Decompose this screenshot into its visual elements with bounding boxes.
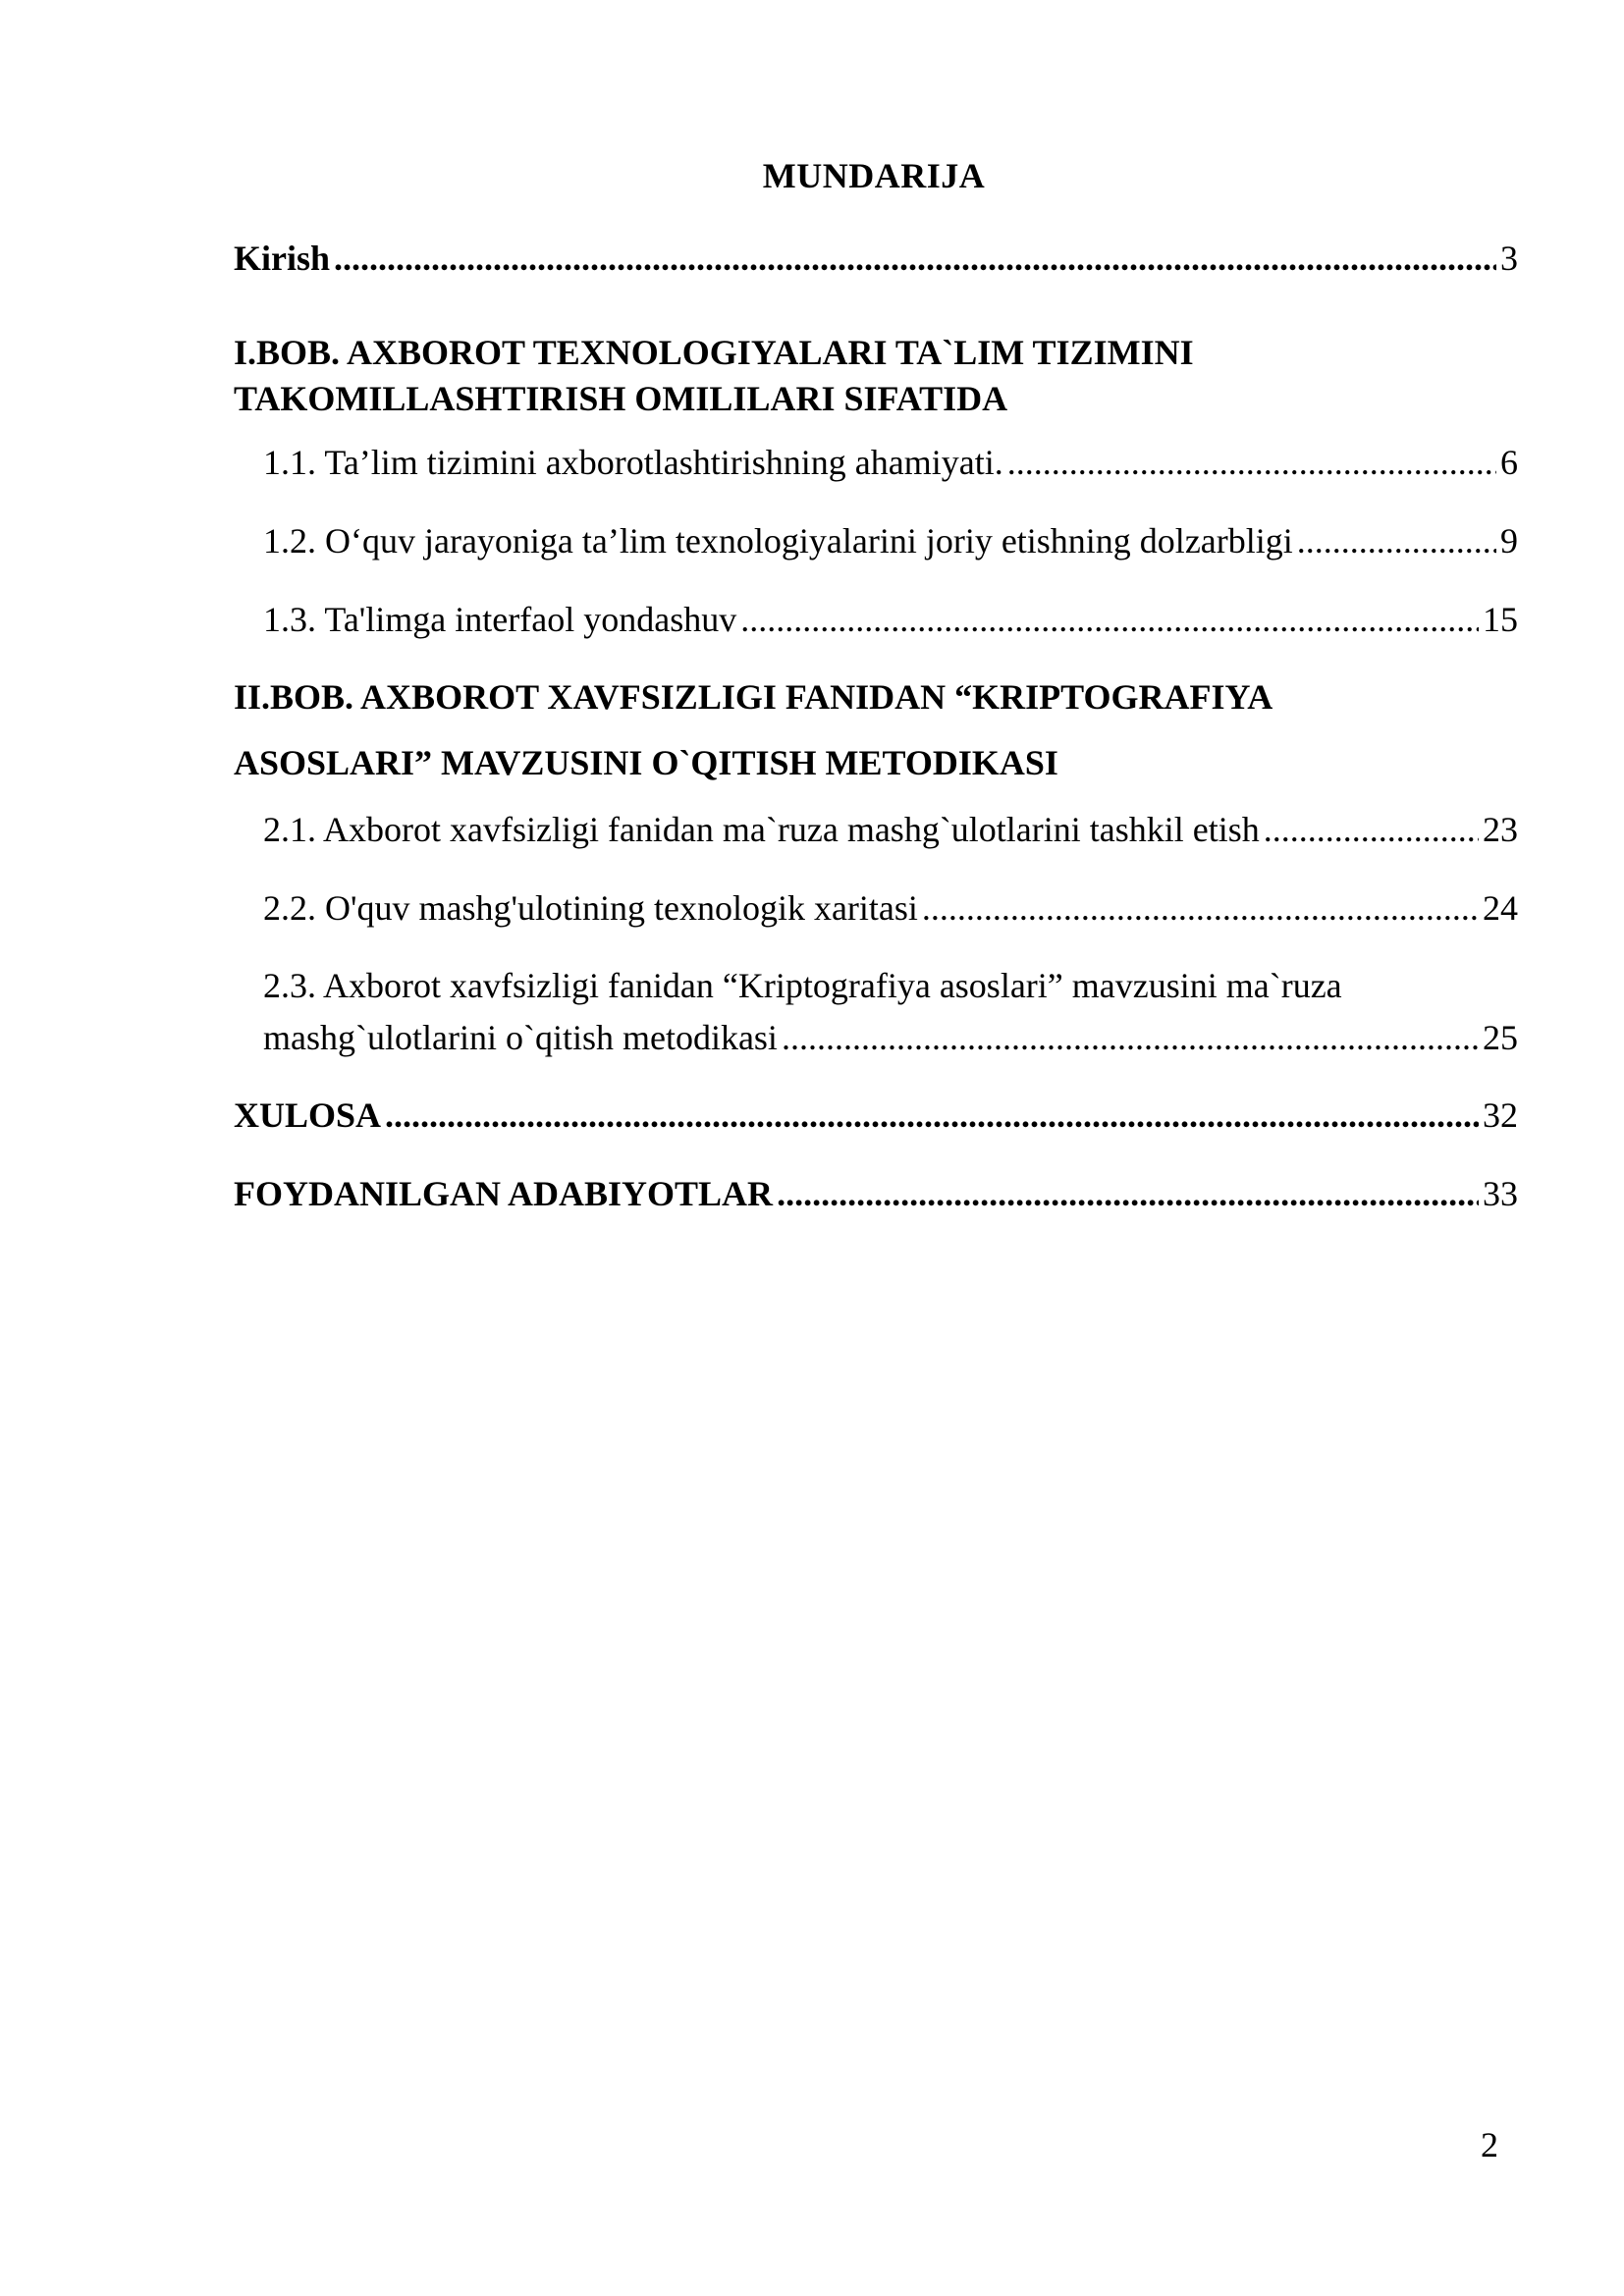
toc-page-number: 3 (1500, 239, 1518, 278)
toc-label: 1.2. O‘quv jarayoniga ta’lim texnologiyalarini joriy etishning dolzarbligi (263, 521, 1293, 561)
toc-entry-kirish[interactable] (234, 236, 1518, 281)
toc-label: 1.3. Ta'limga interfaol yondashuv (263, 600, 737, 639)
dot-leader (777, 1171, 1479, 1216)
dot-leader (1007, 440, 1496, 485)
toc-page-number: 24 (1483, 888, 1518, 928)
dot-leader (740, 597, 1479, 642)
toc-entry-adabiyotlar[interactable] (234, 1171, 1518, 1216)
toc-chapter-2-line-1[interactable]: II.BOB. AXBOROT XAVFSIZLIGI FANIDAN “KRIPTOGRAFIYA (234, 677, 1273, 717)
page-title: MUNDARIJA (762, 156, 986, 195)
toc-label: mashg`ulotlarini o`qitish metodikasi (263, 1018, 778, 1057)
toc-page-number: 33 (1483, 1174, 1518, 1213)
toc-page-number: 25 (1483, 1018, 1518, 1057)
toc-entry-2-3[interactable] (263, 1015, 1518, 1060)
toc-label: XULOSA (234, 1095, 382, 1135)
dot-leader (782, 1015, 1479, 1060)
dot-leader (1264, 807, 1479, 852)
toc-entry-1-3[interactable] (263, 597, 1518, 642)
toc-page-number: 32 (1483, 1095, 1518, 1135)
toc-page-number: 23 (1483, 810, 1518, 849)
toc-entry-1-2[interactable] (263, 518, 1518, 563)
toc-page-number: 15 (1483, 600, 1518, 639)
page-number: 2 (1481, 2125, 1498, 2164)
toc-chapter-1-line-2[interactable]: TAKOMILLASHTIRISH OMILILARI SIFATIDA (234, 379, 1008, 418)
toc-label: FOYDANILGAN ADABIYOTLAR (234, 1174, 774, 1213)
toc-label: 1.1. Ta’lim tizimini axborotlashtirishning ahamiyati. (263, 443, 1003, 482)
toc-entry-1-1[interactable] (263, 440, 1518, 485)
toc-label: 2.2. O'quv mashg'ulotining texnologik xaritasi (263, 888, 918, 928)
toc-label: 2.1. Axborot xavfsizligi fanidan ma`ruza mashg`ulotlarini tashkil etish (263, 810, 1260, 849)
toc-entry-2-1[interactable] (263, 807, 1518, 852)
toc-chapter-1-line-1[interactable]: I.BOB. AXBOROT TEXNOLOGIYALARI TA`LIM TIZIMINI (234, 333, 1194, 372)
toc-entry-2-2[interactable] (263, 885, 1518, 931)
dot-leader (385, 1093, 1479, 1138)
toc-chapter-2-line-2[interactable]: ASOSLARI” MAVZUSINI O`QITISH METODIKASI (234, 743, 1058, 782)
toc-page-number: 9 (1500, 521, 1518, 561)
toc-entry-xulosa[interactable] (234, 1093, 1518, 1138)
toc-page-number: 6 (1500, 443, 1518, 482)
dot-leader (334, 236, 1496, 281)
dot-leader (922, 885, 1479, 931)
toc-label: Kirish (234, 239, 331, 278)
dot-leader (1297, 518, 1496, 563)
toc-entry-2-3-line-1[interactable]: 2.3. Axborot xavfsizligi fanidan “Kriptografiya asoslari” mavzusini ma`ruza (263, 966, 1342, 1005)
